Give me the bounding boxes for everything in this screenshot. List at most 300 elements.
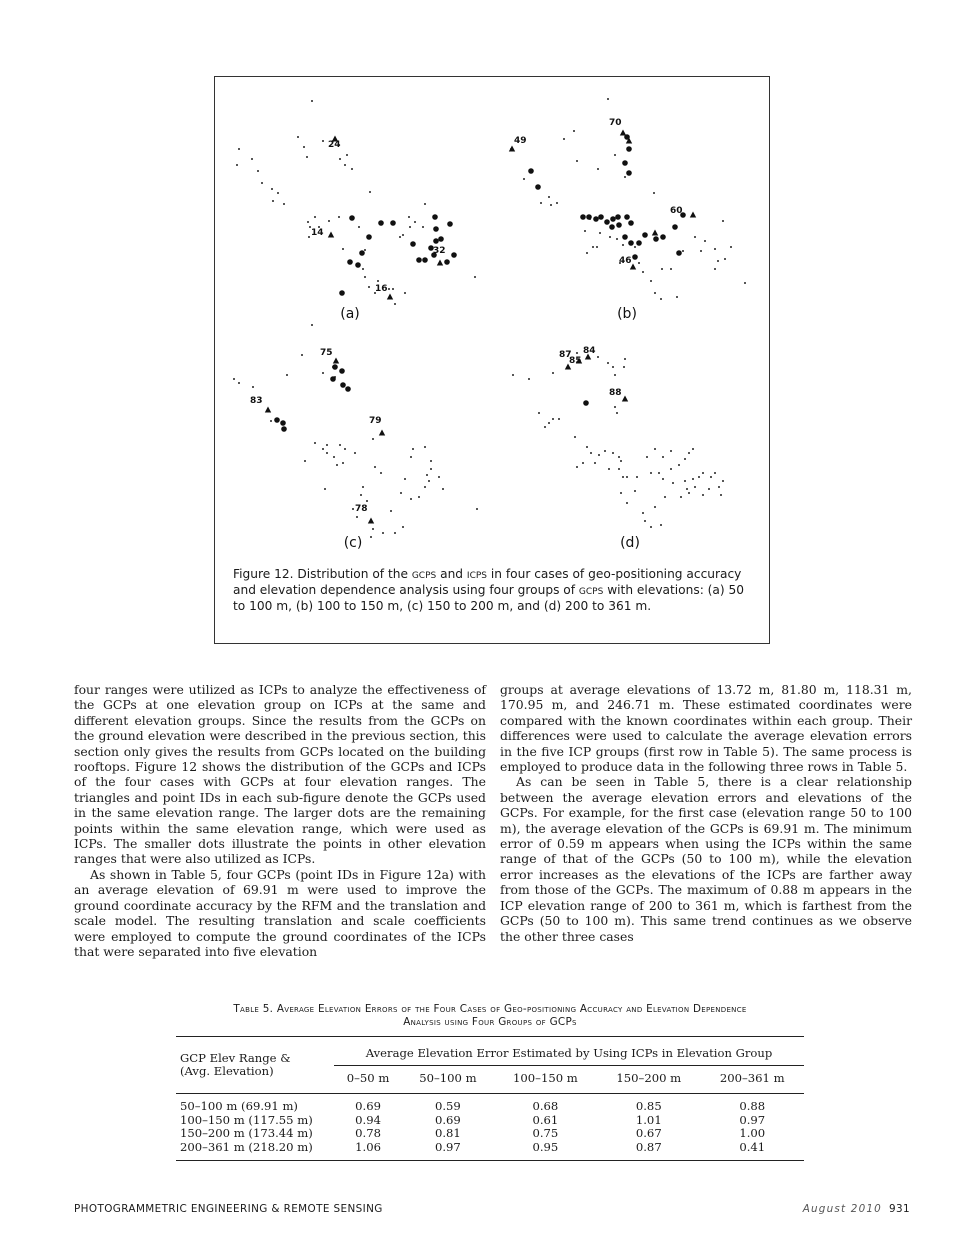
table-5-title: Table 5. Average Elevation Errors of the Four Cases of Geo-positioning Accuracy and Elevation Dependence Analysis using Four Groups of GCPs	[233, 1003, 747, 1028]
other-elevation-point	[251, 158, 253, 160]
other-elevation-point	[597, 168, 599, 170]
icp-point	[339, 368, 345, 374]
other-elevation-point	[412, 448, 414, 450]
other-elevation-point	[653, 192, 655, 194]
other-elevation-point	[364, 249, 366, 251]
other-elevation-point	[702, 472, 704, 474]
icp-point	[676, 250, 682, 256]
other-elevation-point	[368, 286, 370, 288]
other-elevation-point	[364, 276, 366, 278]
icp-point	[340, 382, 346, 388]
other-elevation-point	[692, 448, 694, 450]
icp-point	[628, 220, 634, 226]
panel-label: (d)	[620, 535, 640, 551]
panel-label: (c)	[343, 535, 363, 551]
other-elevation-point	[311, 100, 313, 102]
other-elevation-point	[563, 138, 565, 140]
other-elevation-point	[311, 324, 313, 326]
icp-point	[609, 224, 615, 230]
other-elevation-point	[238, 382, 240, 384]
column-header: 100–150 m	[494, 1065, 597, 1094]
icp-point	[433, 238, 439, 244]
icp-point	[615, 214, 621, 220]
other-elevation-point	[336, 464, 338, 466]
other-elevation-point	[338, 216, 340, 218]
other-elevation-point	[724, 258, 726, 260]
other-elevation-point	[424, 203, 426, 205]
other-elevation-point	[626, 476, 628, 478]
point-id-label: 84	[583, 346, 596, 356]
other-elevation-point	[366, 500, 368, 502]
page-number: 931	[888, 1203, 910, 1215]
other-elevation-point	[598, 454, 600, 456]
other-elevation-point	[402, 526, 404, 528]
other-elevation-point	[626, 502, 628, 504]
table-row: 100–150 m (117.55 m) 0.94 0.69 0.61 1.01 0.97	[180, 1112, 766, 1127]
icp-point	[626, 170, 632, 176]
other-elevation-point	[607, 98, 609, 100]
other-elevation-point	[664, 496, 666, 498]
other-elevation-point	[618, 456, 620, 458]
other-elevation-point	[538, 412, 540, 414]
other-elevation-point	[286, 374, 288, 376]
other-elevation-point	[654, 506, 656, 508]
gcp-triangle	[368, 518, 374, 524]
other-elevation-point	[382, 532, 384, 534]
other-elevation-point	[682, 250, 684, 252]
gcp-triangle	[379, 430, 385, 436]
other-elevation-point	[428, 480, 430, 482]
figure-12-plot	[215, 77, 771, 645]
other-elevation-point	[322, 140, 324, 142]
other-elevation-point	[622, 244, 624, 246]
other-elevation-point	[670, 468, 672, 470]
other-elevation-point	[616, 412, 618, 414]
column-header: 200–361 m	[700, 1065, 804, 1094]
other-elevation-point	[590, 452, 592, 454]
other-elevation-point	[392, 288, 394, 290]
gcp-triangle	[333, 358, 339, 364]
other-elevation-point	[730, 246, 732, 248]
other-elevation-point	[576, 160, 578, 162]
other-elevation-point	[688, 452, 690, 454]
icp-point	[274, 417, 280, 423]
icp-point	[624, 214, 630, 220]
paragraph: As can be seen in Table 5, there is a clear relationship between the average elevation errors and elevations of the GCPs. For example, for the first case (elevation range 50 to 100 m), the average elevation of the GCPs is 69.91 m. The minimum error of 0.59 m appears when using the ICPs within the same range of that of the GCPs (50 to 100 m), while the elevation error increases as the elevations of the ICPs are farther away from those of the GCPs. The maximum of 0.88 m appears in the ICP elevation range of 200 to 361 m, which is farthest from the GCPs (50 to 100 m). This same trend continues as we observe the other three cases	[500, 774, 912, 944]
other-elevation-point	[654, 448, 656, 450]
other-elevation-point	[552, 418, 554, 420]
gcp-triangle	[652, 230, 658, 236]
point-id-label: 83	[250, 396, 263, 406]
other-elevation-point	[404, 478, 406, 480]
other-elevation-point	[692, 478, 694, 480]
other-elevation-point	[261, 182, 263, 184]
other-elevation-point	[573, 130, 575, 132]
icp-point	[281, 426, 287, 432]
other-elevation-point	[238, 148, 240, 150]
other-elevation-point	[344, 448, 346, 450]
figure-caption-label: Figure 12.	[233, 567, 294, 581]
other-elevation-point	[710, 476, 712, 478]
icp-point	[616, 222, 622, 228]
icp-point	[628, 240, 634, 246]
other-elevation-point	[297, 136, 299, 138]
other-elevation-point	[698, 476, 700, 478]
other-elevation-point	[342, 462, 344, 464]
other-elevation-point	[339, 158, 341, 160]
other-elevation-point	[642, 271, 644, 273]
other-elevation-point	[430, 460, 432, 462]
point-id-label: 75	[320, 348, 333, 358]
other-elevation-point	[476, 508, 478, 510]
other-elevation-point	[684, 458, 686, 460]
other-elevation-point	[308, 236, 310, 238]
other-elevation-point	[678, 464, 680, 466]
other-elevation-point	[333, 456, 335, 458]
other-elevation-point	[684, 480, 686, 482]
other-elevation-point	[634, 246, 636, 248]
other-elevation-point	[644, 520, 646, 522]
other-elevation-point	[694, 486, 696, 488]
icp-point	[339, 290, 345, 296]
other-elevation-point	[277, 192, 279, 194]
other-elevation-point	[618, 468, 620, 470]
other-elevation-point	[418, 496, 420, 498]
point-id-label: 60	[670, 206, 683, 216]
other-elevation-point	[252, 386, 254, 388]
icp-point	[593, 216, 599, 222]
icp-point	[610, 216, 616, 222]
table-5	[176, 1036, 804, 1161]
other-elevation-point	[303, 146, 305, 148]
other-elevation-point	[599, 232, 601, 234]
other-elevation-point	[372, 438, 374, 440]
other-elevation-point	[658, 472, 660, 474]
other-elevation-point	[636, 476, 638, 478]
other-elevation-point	[322, 448, 324, 450]
icp-point	[632, 254, 638, 260]
other-elevation-point	[354, 452, 356, 454]
other-elevation-point	[660, 524, 662, 526]
other-elevation-point	[344, 164, 346, 166]
other-elevation-point	[410, 456, 412, 458]
other-elevation-point	[700, 250, 702, 252]
other-elevation-point	[322, 372, 324, 374]
other-elevation-point	[662, 478, 664, 480]
point-id-label: 78	[355, 504, 368, 514]
other-elevation-point	[362, 486, 364, 488]
icp-point	[366, 234, 372, 240]
other-elevation-point	[642, 512, 644, 514]
other-elevation-point	[620, 460, 622, 462]
icp-point	[355, 262, 361, 268]
other-elevation-point	[688, 492, 690, 494]
point-id-label: 49	[514, 136, 527, 146]
other-elevation-point	[400, 492, 402, 494]
other-elevation-point	[394, 303, 396, 305]
other-elevation-point	[372, 528, 374, 530]
other-elevation-point	[550, 204, 552, 206]
icp-point	[349, 215, 355, 221]
other-elevation-point	[356, 516, 358, 518]
other-elevation-point	[586, 252, 588, 254]
other-elevation-point	[342, 248, 344, 250]
other-elevation-point	[744, 282, 746, 284]
other-elevation-point	[283, 203, 285, 205]
group-header: Average Elevation Error Estimated by Using ICPs in Elevation Group	[334, 1037, 804, 1066]
other-elevation-point	[714, 248, 716, 250]
other-elevation-point	[540, 202, 542, 204]
other-elevation-point	[346, 154, 348, 156]
other-elevation-point	[369, 191, 371, 193]
panel-label: (b)	[617, 306, 637, 322]
gcp-triangle	[265, 407, 271, 413]
icp-point	[642, 232, 648, 238]
other-elevation-point	[236, 164, 238, 166]
icp-point	[622, 160, 628, 166]
other-elevation-point	[620, 492, 622, 494]
other-elevation-point	[634, 490, 636, 492]
gcp-triangle	[622, 396, 628, 402]
other-elevation-point	[584, 230, 586, 232]
point-id-label: 14	[311, 228, 324, 238]
column-header: 150–200 m	[597, 1065, 700, 1094]
other-elevation-point	[390, 510, 392, 512]
other-elevation-point	[528, 378, 530, 380]
other-elevation-point	[358, 226, 360, 228]
icp-point	[378, 220, 384, 226]
other-elevation-point	[604, 450, 606, 452]
other-elevation-point	[404, 292, 406, 294]
icp-point	[280, 420, 286, 426]
other-elevation-point	[607, 362, 609, 364]
other-elevation-point	[424, 486, 426, 488]
icp-point	[345, 386, 351, 392]
other-elevation-point	[662, 456, 664, 458]
other-elevation-point	[380, 472, 382, 474]
point-id-label: 32	[433, 246, 446, 256]
gcp-triangle	[690, 212, 696, 218]
point-id-label: 79	[369, 416, 382, 426]
other-elevation-point	[402, 234, 404, 236]
other-elevation-point	[597, 356, 599, 358]
other-elevation-point	[556, 202, 558, 204]
icp-point	[528, 168, 534, 174]
other-elevation-point	[442, 488, 444, 490]
other-elevation-point	[624, 176, 626, 178]
other-elevation-point	[306, 156, 308, 158]
table-row: 150–200 m (173.44 m) 0.78 0.81 0.75 0.67 1.00	[180, 1126, 766, 1140]
other-elevation-point	[714, 472, 716, 474]
other-elevation-point	[272, 200, 274, 202]
other-elevation-point	[409, 226, 411, 228]
other-elevation-point	[410, 498, 412, 500]
gcp-triangle	[437, 260, 443, 266]
other-elevation-point	[596, 246, 598, 248]
other-elevation-point	[523, 178, 525, 180]
icp-point	[636, 240, 642, 246]
point-id-label: 46	[619, 256, 632, 266]
other-elevation-point	[592, 246, 594, 248]
other-elevation-point	[654, 292, 656, 294]
other-elevation-point	[722, 220, 724, 222]
other-elevation-point	[270, 420, 272, 422]
other-elevation-point	[328, 220, 330, 222]
other-elevation-point	[326, 452, 328, 454]
gcp-triangle	[328, 232, 334, 238]
other-elevation-point	[722, 480, 724, 482]
point-id-label: 70	[609, 118, 622, 128]
other-elevation-point	[646, 456, 648, 458]
other-elevation-point	[614, 406, 616, 408]
other-elevation-point	[608, 468, 610, 470]
other-elevation-point	[430, 468, 432, 470]
other-elevation-point	[624, 358, 626, 360]
other-elevation-point	[576, 352, 578, 354]
other-elevation-point	[670, 268, 672, 270]
icp-point	[347, 259, 353, 265]
other-elevation-point	[548, 196, 550, 198]
other-elevation-point	[574, 436, 576, 438]
other-elevation-point	[638, 262, 640, 264]
other-elevation-point	[614, 374, 616, 376]
other-elevation-point	[594, 462, 596, 464]
row-header: GCP Elev Range & (Avg. Elevation)	[176, 1037, 334, 1094]
other-elevation-point	[351, 168, 353, 170]
gcp-triangle	[387, 294, 393, 300]
panel-label: (a)	[340, 306, 360, 322]
other-elevation-point	[614, 154, 616, 156]
icp-point	[444, 259, 450, 265]
other-elevation-point	[352, 508, 354, 510]
column-header: 0–50 m	[334, 1065, 402, 1094]
icp-point	[672, 224, 678, 230]
icp-point	[604, 219, 610, 225]
other-elevation-point	[686, 488, 688, 490]
other-elevation-point	[576, 466, 578, 468]
other-elevation-point	[388, 288, 390, 290]
icp-point	[447, 221, 453, 227]
icp-point	[653, 236, 659, 242]
other-elevation-point	[609, 236, 611, 238]
body-column-right	[500, 682, 912, 944]
other-elevation-point	[661, 268, 663, 270]
other-elevation-point	[399, 236, 401, 238]
other-elevation-point	[650, 472, 652, 474]
other-elevation-point	[616, 238, 618, 240]
other-elevation-point	[314, 442, 316, 444]
icp-point	[622, 234, 628, 240]
point-id-label: 88	[609, 388, 622, 398]
other-elevation-point	[702, 494, 704, 496]
other-elevation-point	[586, 446, 588, 448]
other-elevation-point	[714, 268, 716, 270]
other-elevation-point	[704, 240, 706, 242]
other-elevation-point	[307, 221, 309, 223]
other-elevation-point	[301, 354, 303, 356]
icp-point	[580, 214, 586, 220]
other-elevation-point	[438, 476, 440, 478]
other-elevation-point	[512, 374, 514, 376]
paragraph: four ranges were utilized as ICPs to analyze the effectiveness of the GCPs at one elevation group on ICPs at the same and different elevation groups. Since the results from the GCPs on the ground elevation were described in the previous section, this section only gives the results from GCPs located on the building rooftops. Figure 12 shows the distribution of the GCPs and ICPs of the four cases with GCPs at four elevation ranges. The triangles and point IDs in each sub-figure denote the GCPs used in the same elevation range. The larger dots are the remaining points within the same elevation range, which were used as ICPs. The smaller dots illustrate the points in other elevation ranges that were also utilized as ICPs.	[74, 682, 486, 867]
other-elevation-point	[339, 444, 341, 446]
icp-point	[416, 257, 422, 263]
other-elevation-point	[720, 494, 722, 496]
icp-point	[451, 252, 457, 258]
other-elevation-point	[370, 536, 372, 538]
other-elevation-point	[717, 260, 719, 262]
other-elevation-point	[426, 474, 428, 476]
icp-point	[626, 146, 632, 152]
icp-point	[660, 234, 666, 240]
icp-point	[438, 236, 444, 242]
icp-point	[332, 364, 338, 370]
other-elevation-point	[622, 476, 624, 478]
other-elevation-point	[233, 378, 235, 380]
other-elevation-point	[374, 466, 376, 468]
other-elevation-point	[304, 460, 306, 462]
other-elevation-point	[650, 280, 652, 282]
other-elevation-point	[422, 226, 424, 228]
icp-point	[390, 220, 396, 226]
other-elevation-point	[424, 446, 426, 448]
other-elevation-point	[362, 268, 364, 270]
other-elevation-point	[314, 216, 316, 218]
other-elevation-point	[271, 188, 273, 190]
journal-name: PHOTOGRAMMETRIC ENGINEERING & REMOTE SENSING	[74, 1203, 383, 1215]
other-elevation-point	[582, 462, 584, 464]
other-elevation-point	[544, 426, 546, 428]
other-elevation-point	[324, 488, 326, 490]
other-elevation-point	[676, 296, 678, 298]
gcp-triangle	[509, 146, 515, 152]
icp-point	[433, 226, 439, 232]
figure-caption: Figure 12. Distribution of the gcps and icps in four cases of geo-positioning accuracy and elevation dependence analysis using four groups of gcps with elevations: (a) 50 to 100 m, (b) 100 to 150 m, (c) 150 to 200 m, and (d) 200 to 361 m.	[233, 567, 745, 613]
icp-point	[535, 184, 541, 190]
other-elevation-point	[257, 170, 259, 172]
gcp-triangle	[620, 130, 626, 136]
table-row: 50–100 m (69.91 m) 0.69 0.59 0.68 0.85 0.88	[176, 1094, 804, 1114]
paragraph: groups at average elevations of 13.72 m, 81.80 m, 118.31 m, 170.95 m, and 246.71 m. These estimated coordinates were compared with the known coordinates within each group. Their differences were used to calculate the average elevation errors in the five ICP groups (first row in Table 5). The same process is employed to produce data in the following three rows in Table 5.	[500, 682, 912, 775]
other-elevation-point	[474, 276, 476, 278]
other-elevation-point	[612, 366, 614, 368]
other-elevation-point	[414, 221, 416, 223]
other-elevation-point	[623, 366, 625, 368]
body-column-left	[74, 682, 486, 959]
point-id-label: 85	[569, 356, 582, 366]
other-elevation-point	[394, 532, 396, 534]
other-elevation-point	[660, 298, 662, 300]
other-elevation-point	[612, 452, 614, 454]
other-elevation-point	[326, 444, 328, 446]
other-elevation-point	[377, 280, 379, 282]
icp-point	[330, 376, 336, 382]
other-elevation-point	[694, 236, 696, 238]
table-row: 200–361 m (218.20 m) 1.06 0.97 0.95 0.87 0.41	[176, 1141, 804, 1161]
icp-point	[410, 241, 416, 247]
icp-point	[422, 257, 428, 263]
issue-date: August 2010	[802, 1203, 882, 1215]
other-elevation-point	[680, 496, 682, 498]
other-elevation-point	[408, 216, 410, 218]
other-elevation-point	[548, 422, 550, 424]
icp-point	[598, 214, 604, 220]
icp-point	[432, 214, 438, 220]
point-id-label: 87	[559, 350, 572, 360]
other-elevation-point	[670, 450, 672, 452]
point-id-label: 16	[375, 284, 388, 294]
other-elevation-point	[650, 526, 652, 528]
